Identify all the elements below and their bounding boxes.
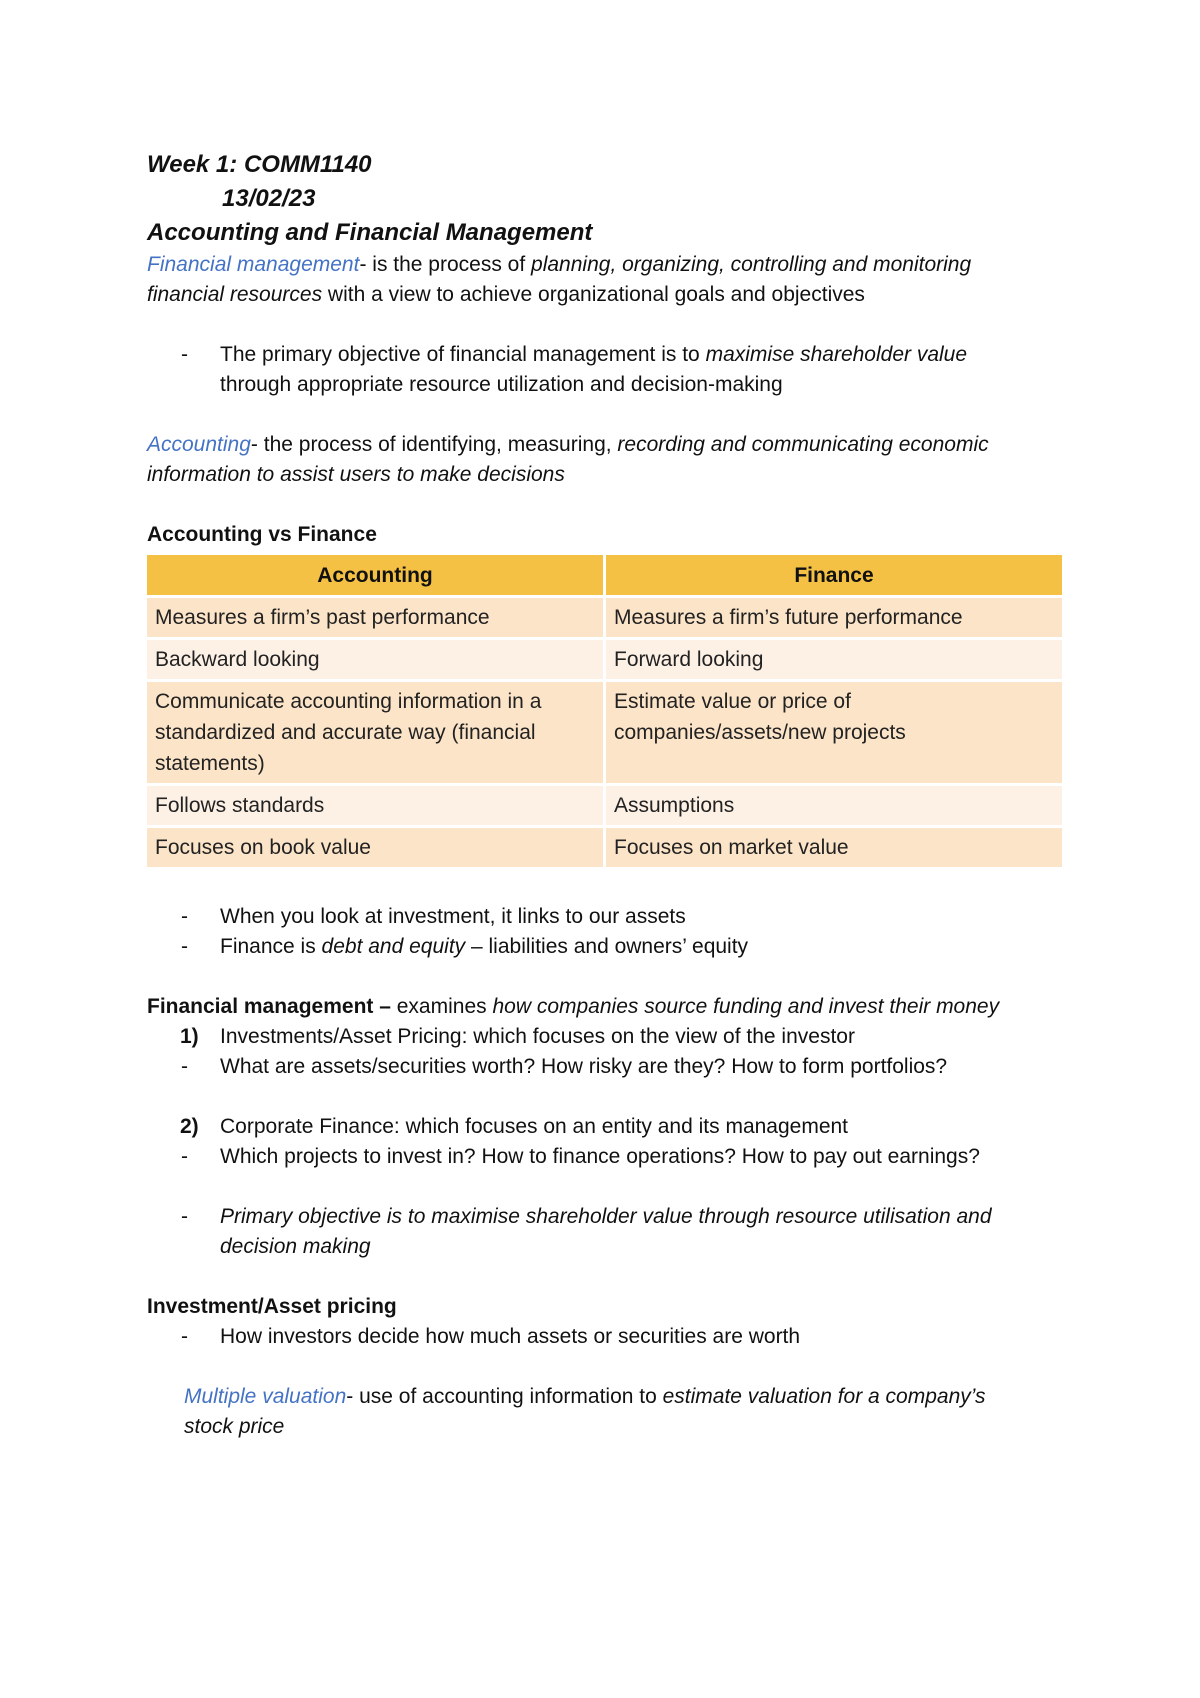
bullet-dash: - (181, 905, 188, 928)
table-cell: Focuses on market value (606, 828, 1062, 867)
financial-management-section: Financial management – examines how companies source funding and invest their money (147, 995, 1000, 1018)
table-cell: Communicate accounting information in a standardized and accurate way (financial statements) (147, 682, 603, 783)
table-cell: Focuses on book value (147, 828, 603, 867)
bullet-dash: - (181, 1055, 188, 1078)
accounting-definition: Accounting- the process of identifying, measuring, recording and communicating economic information to assist users to make decisions (147, 433, 989, 486)
list-item: - Which projects to invest in? How to finance operations? How to pay out earnings? (147, 1142, 1067, 1172)
multiple-valuation-definition: Multiple valuation- use of accounting information to estimate valuation for a company’s stock price (184, 1385, 986, 1438)
column-header-finance: Finance (606, 555, 1062, 595)
table-row (147, 640, 1062, 679)
table-header-row (147, 555, 1062, 595)
numbered-item: 2) Corporate Finance: which focuses on an entity and its management (147, 1112, 1067, 1142)
term-accounting: Accounting (147, 433, 251, 456)
column-header-accounting: Accounting (147, 555, 603, 595)
bullet-dash: - (181, 935, 188, 958)
table-row (147, 828, 1062, 867)
comparison-table (144, 552, 1065, 870)
bullet-dash: - (181, 1205, 188, 1228)
list-number: 1) (180, 1025, 199, 1048)
week-title: Week 1: COMM1140 (147, 151, 372, 178)
table-cell: Assumptions (606, 786, 1062, 825)
lecture-date: 13/02/23 (222, 185, 316, 212)
list-number: 2) (180, 1115, 199, 1138)
term-financial-management: Financial management (147, 253, 360, 276)
table-cell: Forward looking (606, 640, 1062, 679)
table-cell: Estimate value or price of companies/assets/new projects (606, 682, 1062, 783)
bullet-dash: - (181, 1325, 188, 1348)
list-item: - Finance is debt and equity – liabilities and owners’ equity (147, 932, 1067, 962)
section-heading: Accounting and Financial Management (147, 219, 593, 246)
document-body (147, 148, 1067, 1442)
numbered-item: 1) Investments/Asset Pricing: which focuses on the view of the investor (147, 1022, 1067, 1052)
table-cell: Measures a firm’s future performance (606, 598, 1062, 637)
list-item: - How investors decide how much assets or securities are worth (147, 1322, 1067, 1352)
table-cell: Follows standards (147, 786, 603, 825)
list-item: - What are assets/securities worth? How risky are they? How to form portfolios? (147, 1052, 1067, 1082)
bullet-dash: - (181, 1145, 188, 1168)
table-cell: Measures a firm’s past performance (147, 598, 603, 637)
subsection-heading: Investment/Asset pricing (147, 1295, 397, 1318)
term-multiple-valuation: Multiple valuation (184, 1385, 347, 1408)
list-item: - Primary objective is to maximise shareholder value through resource utilisation and decision making (147, 1202, 1067, 1262)
bullet-dash: - (181, 343, 188, 366)
financial-management-definition: Financial management- is the process of planning, organizing, controlling and monitoring financial resources with a view to achieve organizational goals and objectives (147, 253, 972, 306)
list-item: - The primary objective of financial management is to maximise shareholder value through appropriate resource utilization and decision-making (147, 340, 1067, 400)
table-caption: Accounting vs Finance (147, 523, 377, 546)
list-item: - When you look at investment, it links to our assets (147, 902, 1067, 932)
table-cell: Backward looking (147, 640, 603, 679)
table-row (147, 786, 1062, 825)
table-row (147, 682, 1062, 783)
table-row (147, 598, 1062, 637)
